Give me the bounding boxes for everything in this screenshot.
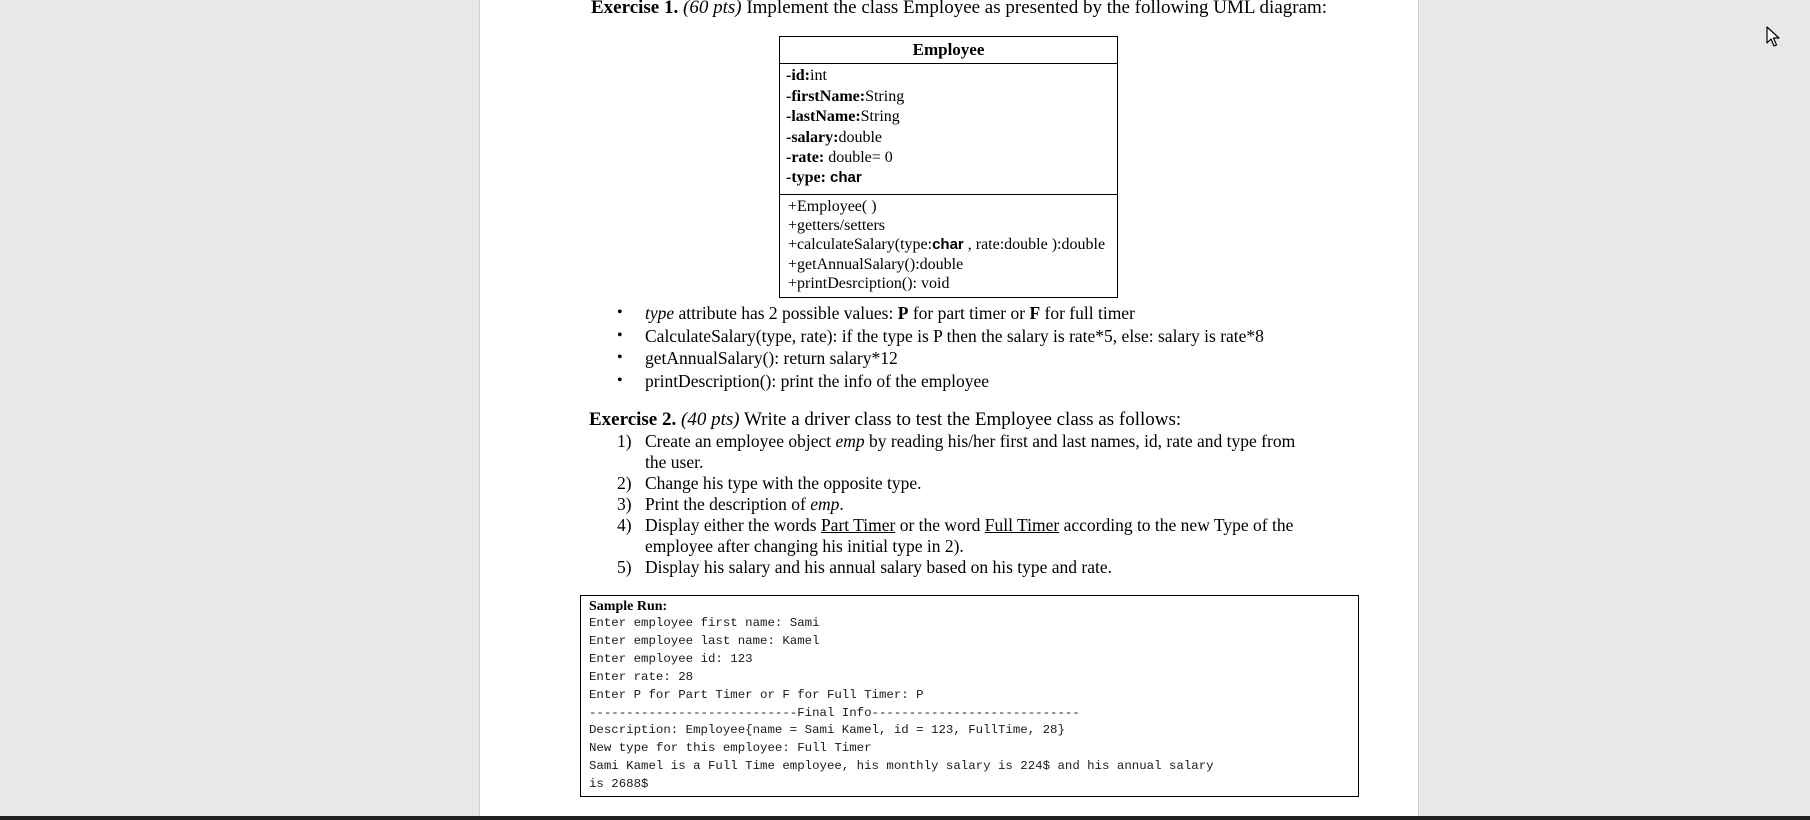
requirements-list [617,302,1264,392]
sample-run-line: ----------------------------Final Info---------------------------- [589,705,1080,720]
uml-attribute: -rate: double= 0 [786,149,893,166]
uml-attribute: -salary:double [786,128,882,146]
uml-method: +getAnnualSalary():double [788,255,964,273]
uml-attributes [780,64,1117,195]
sample-run-line: Sami Kamel is a Full Time employee, his monthly salary is 224$ and his annual salary [589,759,1214,774]
exercise-2-label: Exercise 2. [589,409,677,430]
sample-run-line: Enter employee id: 123 [589,651,753,666]
uml-attribute: -firstName:String [786,87,905,105]
uml-class-diagram [779,36,1118,298]
document-page [479,0,1419,816]
list-item: 2) Change his type with the opposite type. [617,473,922,493]
uml-attribute: -lastName:String [786,108,900,125]
list-item: 4) Display either the words Part Timer or the word Full Timer according to the new Type of the employee after changing his initial type in 2). [617,515,1294,556]
list-item: • printDescription(): print the info of the employee [617,370,1264,393]
sample-run-line: is 2688$ [589,777,649,792]
uml-attribute: -id:int [786,67,827,84]
exercise-1-points: (60 pts) [683,0,742,18]
mouse-pointer-icon [1766,26,1780,48]
exercise-1-heading [591,0,1327,19]
list-item: 1) Create an employee object emp by reading his/her first and last names, id, rate and type from the user. [617,431,1296,472]
exercise-2-points: (40 pts) [681,409,740,430]
uml-methods [780,195,1117,293]
exercise-2-text: Write a driver class to test the Employee class as follows: [744,409,1182,430]
sample-run-line: New type for this employee: Full Timer [589,741,872,756]
sample-run-line: Enter employee first name: Sami [589,616,820,630]
sample-run-line: Enter P for Part Timer or F for Full Timer: P [589,687,924,702]
list-item: • getAnnualSalary(): return salary*12 [617,347,1264,370]
driver-steps-list [617,431,1317,578]
bottom-edge-bar [0,816,1810,820]
uml-method: +getters/setters [788,217,885,235]
uml-method: +printDesrciption(): void [788,274,950,292]
list-item: 5) Display his salary and his annual salary based on his type and rate. [617,557,1113,577]
sample-run-line: Enter rate: 28 [589,669,694,684]
uml-method: +calculateSalary(type:char , rate:double ):double [788,236,1106,254]
sample-run-line: Description: Employee{name = Sami Kamel, id = 123, FullTime, 28} [589,723,1065,738]
uml-class-name: Employee [780,37,1117,64]
sample-run-box [580,595,1359,797]
exercise-1-text: Implement the class Employee as presented by the following UML diagram: [746,0,1328,18]
exercise-1-label: Exercise 1. [591,0,679,18]
list-item: • CalculateSalary(type, rate): if the type is P then the salary is rate*5, else: salary is rate*8 [617,325,1264,348]
exercise-2-heading [589,409,1181,431]
list-item: • type attribute has 2 possible values: P for part timer or F for full timer [617,302,1264,325]
list-item: 3) Print the description of emp. [617,494,844,514]
sample-run-line: Enter employee last name: Kamel [589,633,820,648]
uml-method: +Employee( ) [788,198,877,215]
uml-attribute: -type: char [786,168,862,186]
sample-run-title: Sample Run: [589,599,668,614]
